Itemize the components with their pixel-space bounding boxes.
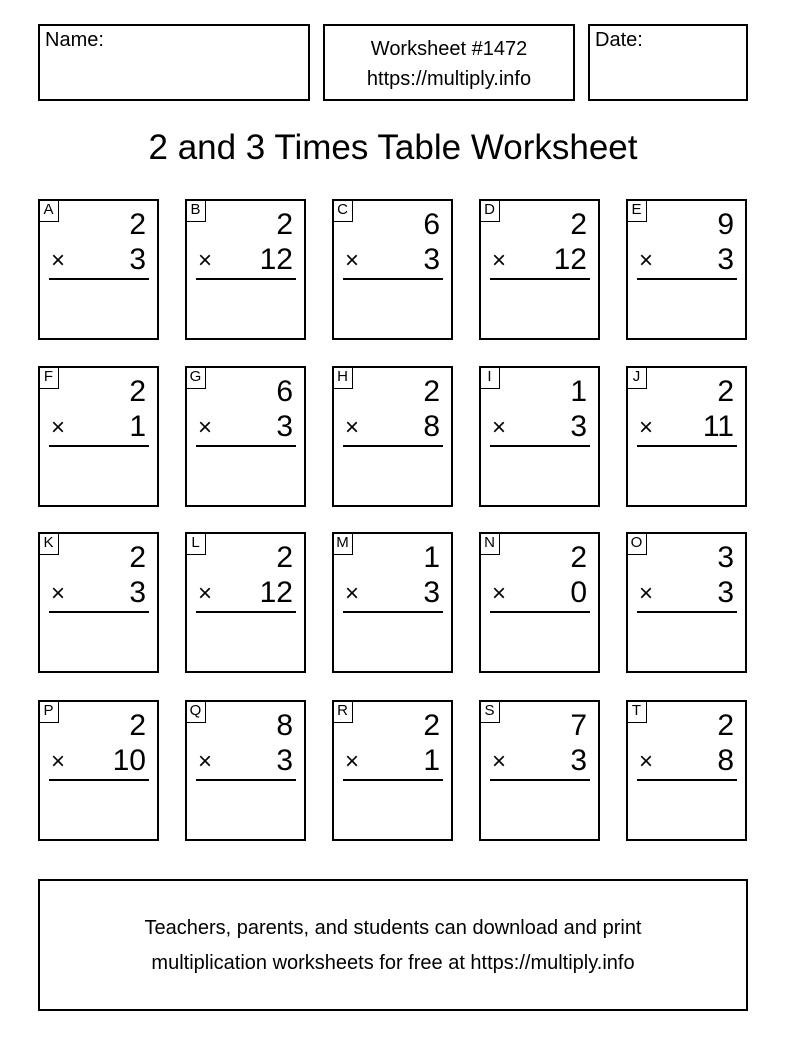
problem-letter: B [186,200,206,222]
answer-line [343,445,443,447]
answer-line [490,611,590,613]
answer-line [343,779,443,781]
problem-letter: Q [186,701,206,723]
answer-line [343,278,443,280]
multiplicand: 2 [717,375,734,408]
problem-card[interactable] [479,199,600,340]
name-label: Name: [45,29,104,51]
date-box[interactable] [588,24,748,101]
problem-letter: J [627,367,647,389]
multiplier: 3 [570,744,587,777]
times-symbol: × [345,247,360,274]
problem-card[interactable] [626,532,747,673]
multiplicand: 1 [570,375,587,408]
problem-letter: E [627,200,647,222]
problem-card[interactable] [479,532,600,673]
problem-card[interactable] [38,199,159,340]
problem-card[interactable] [479,700,600,841]
multiplicand: 2 [717,709,734,742]
answer-line [637,779,737,781]
multiplicand: 2 [129,375,146,408]
times-symbol: × [639,580,654,607]
problem-card[interactable] [626,199,747,340]
multiplier: 3 [276,744,293,777]
answer-line [343,611,443,613]
answer-line [49,445,149,447]
times-symbol: × [639,247,654,274]
problem-card[interactable] [185,700,306,841]
times-symbol: × [198,748,213,775]
problem-letter: I [480,367,500,389]
footer-box [38,879,748,1011]
answer-line [196,445,296,447]
multiplicand: 7 [570,709,587,742]
multiplicand: 1 [423,541,440,574]
answer-line [196,611,296,613]
problem-letter: A [39,200,59,222]
times-symbol: × [492,414,507,441]
problem-letter: H [333,367,353,389]
problem-letter: C [333,200,353,222]
multiplier: 3 [423,243,440,276]
problem-card[interactable] [185,532,306,673]
footer-line-1: Teachers, parents, and students can download and print [144,917,642,939]
multiplier: 10 [112,744,146,777]
problem-card[interactable] [185,199,306,340]
multiplicand: 2 [276,541,293,574]
problem-card[interactable] [332,532,453,673]
multiplier: 3 [717,576,734,609]
multiplicand: 6 [276,375,293,408]
times-symbol: × [345,414,360,441]
multiplier: 3 [276,410,293,443]
problem-card[interactable] [332,700,453,841]
problem-card[interactable] [38,366,159,507]
times-symbol: × [51,580,66,607]
multiplier: 12 [259,576,293,609]
answer-line [49,779,149,781]
problem-letter: F [39,367,59,389]
answer-line [637,445,737,447]
problem-letter: T [627,701,647,723]
problem-letter: O [627,533,647,555]
answer-line [490,445,590,447]
answer-line [196,278,296,280]
times-symbol: × [492,580,507,607]
answer-line [637,611,737,613]
times-symbol: × [198,414,213,441]
problem-letter: R [333,701,353,723]
multiplier: 8 [717,744,734,777]
times-symbol: × [639,748,654,775]
answer-line [637,278,737,280]
worksheet-url: https://multiply.info [366,68,532,90]
problem-card[interactable] [626,700,747,841]
multiplicand: 2 [570,541,587,574]
multiplicand: 2 [276,208,293,241]
problem-letter: S [480,701,500,723]
times-symbol: × [51,748,66,775]
multiplier: 12 [553,243,587,276]
problem-letter: P [39,701,59,723]
multiplier: 3 [717,243,734,276]
multiplier: 3 [423,576,440,609]
name-box[interactable] [38,24,310,101]
problem-card[interactable] [38,700,159,841]
multiplier: 3 [129,243,146,276]
multiplier: 1 [129,410,146,443]
answer-line [49,611,149,613]
problem-card[interactable] [626,366,747,507]
problem-letter: K [39,533,59,555]
multiplicand: 2 [423,375,440,408]
multiplicand: 8 [276,709,293,742]
problem-letter: M [333,533,353,555]
multiplier: 3 [129,576,146,609]
footer-line-2: multiplication worksheets for free at https://multiply.info [151,952,635,974]
multiplicand: 9 [717,208,734,241]
problem-card[interactable] [38,532,159,673]
problem-letter: L [186,533,206,555]
problem-card[interactable] [479,366,600,507]
problem-letter: N [480,533,500,555]
multiplier: 12 [259,243,293,276]
date-label: Date: [595,29,643,51]
multiplier: 3 [570,410,587,443]
multiplicand: 2 [129,709,146,742]
problem-card[interactable] [332,199,453,340]
times-symbol: × [492,748,507,775]
problem-letter: D [480,200,500,222]
multiplier: 8 [423,410,440,443]
multiplier: 1 [423,744,440,777]
worksheet-info-box [323,24,575,101]
problem-card[interactable] [185,366,306,507]
answer-line [196,779,296,781]
times-symbol: × [198,580,213,607]
times-symbol: × [492,247,507,274]
multiplier: 11 [702,410,734,443]
multiplicand: 2 [423,709,440,742]
multiplicand: 3 [717,541,734,574]
times-symbol: × [345,748,360,775]
multiplicand: 2 [129,541,146,574]
page-title: 2 and 3 Times Table Worksheet [148,128,638,167]
times-symbol: × [639,414,654,441]
problem-letter: G [186,367,206,389]
multiplicand: 2 [570,208,587,241]
worksheet-number: Worksheet #1472 [370,38,528,60]
answer-line [49,278,149,280]
times-symbol: × [198,247,213,274]
times-symbol: × [51,247,66,274]
answer-line [490,278,590,280]
multiplicand: 2 [129,208,146,241]
multiplier: 0 [570,576,587,609]
answer-line [490,779,590,781]
problem-card[interactable] [332,366,453,507]
multiplicand: 6 [423,208,440,241]
times-symbol: × [51,414,66,441]
times-symbol: × [345,580,360,607]
